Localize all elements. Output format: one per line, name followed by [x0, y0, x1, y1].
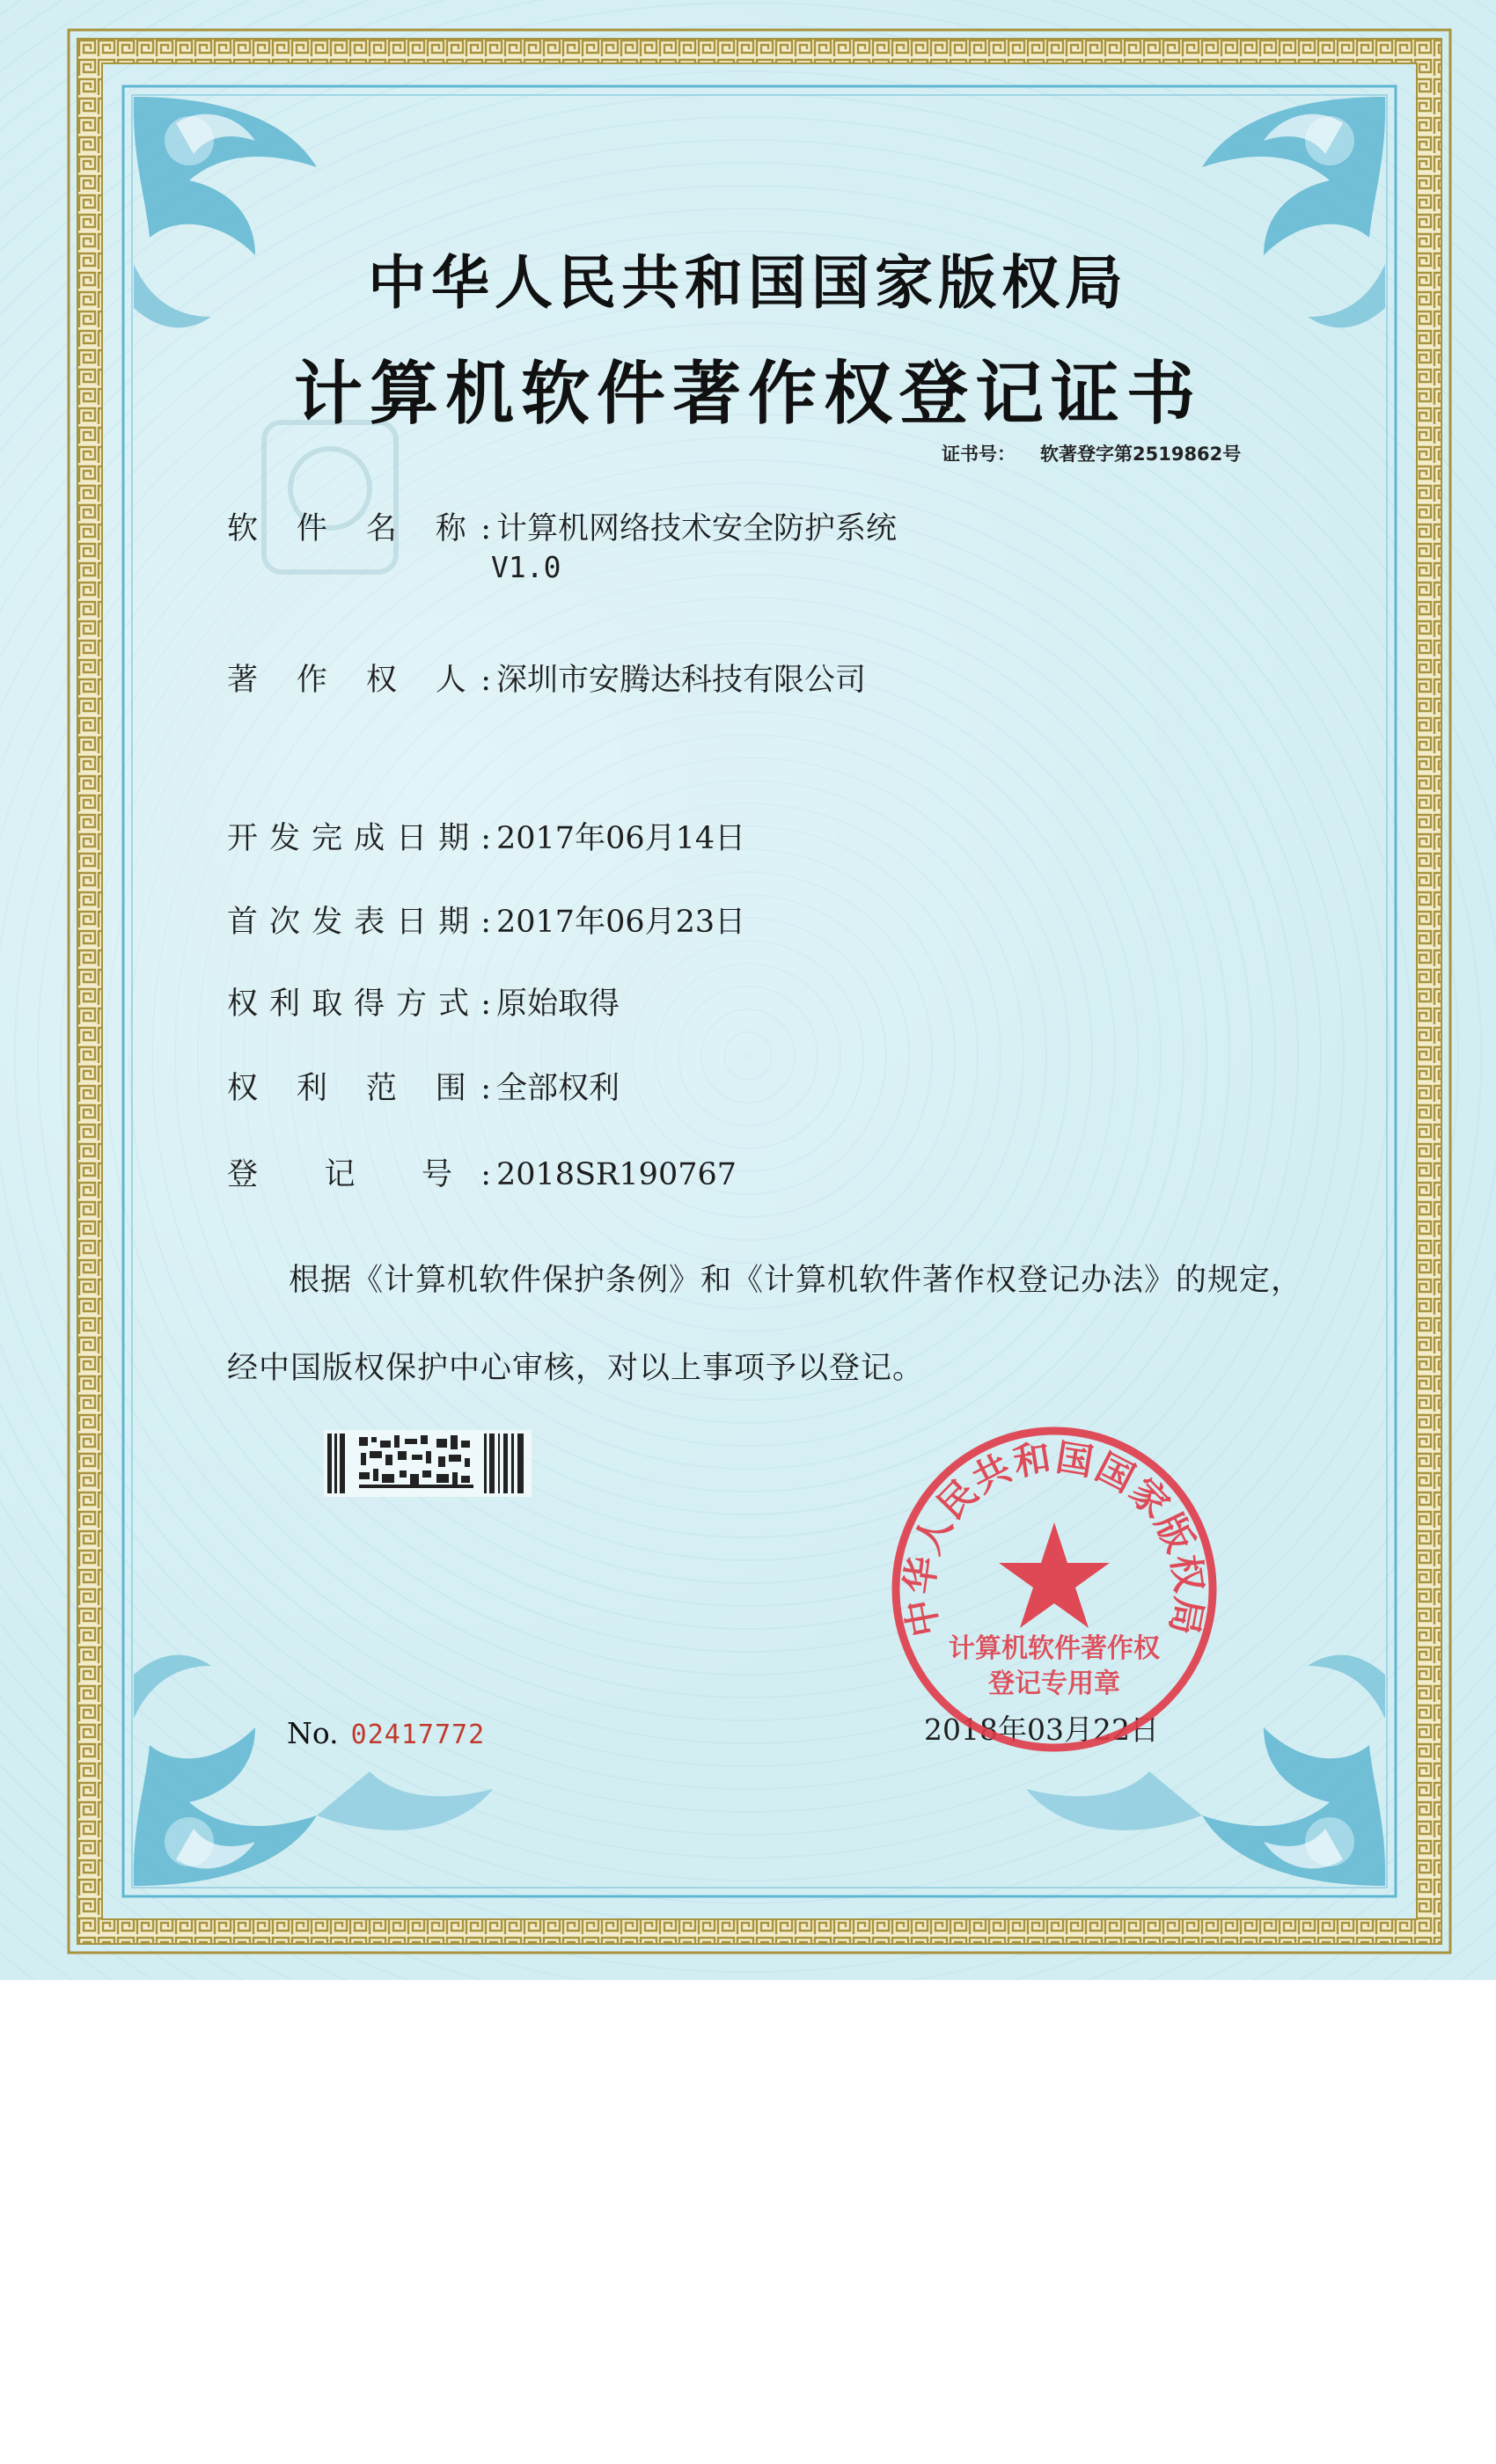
software-name-value: 计算机网络技术安全防护系统 [496, 511, 898, 546]
rights-method-label: 权利取得方式: [227, 986, 491, 1022]
reg-no-row [227, 1150, 737, 1194]
software-name-row [227, 504, 897, 548]
dev-date-value: 2017年06月14日 [496, 821, 746, 856]
pub-date-label: 首次发表日期: [227, 905, 491, 940]
rights-method-value: 原始取得 [496, 986, 620, 1022]
serial-number [287, 1716, 485, 1750]
barcode [324, 1430, 532, 1497]
certificate-number-label: 证书号： [942, 444, 1016, 465]
rights-method-row [227, 979, 620, 1023]
issuing-authority: 中华人民共和国国家版权局 [368, 249, 1128, 317]
serial-prefix: No. [287, 1716, 339, 1750]
dev-date-label: 开发完成日期: [227, 821, 491, 856]
issue-date: 2018年03月22日 [924, 1712, 1159, 1747]
star-icon [999, 1522, 1110, 1628]
certificate-number [942, 440, 1241, 466]
corner-ornament-bottom-left [134, 1655, 493, 1886]
reg-no-value: 2018SR190767 [496, 1157, 737, 1192]
rights-scope-value: 全部权利 [496, 1071, 620, 1106]
owner-value: 深圳市安腾达科技有限公司 [496, 663, 867, 698]
certificate-number-value: 软著登字第2519862号 [1040, 444, 1242, 465]
pub-date-row [227, 898, 745, 942]
rights-scope-label: 权 利 范 围: [227, 1071, 491, 1106]
watermark-emblem [264, 422, 396, 572]
reg-no-label: 登 记 号: [227, 1157, 491, 1192]
seal-ring-text: 中华人民共和国国家版权局 [897, 1435, 1212, 1640]
seal-line-1: 计算机软件著作权 [949, 1633, 1160, 1664]
owner-row [227, 656, 866, 700]
software-name-label: 软 件 名 称: [227, 511, 491, 546]
registration-statement: 根据《计算机软件保护条例》和《计算机软件著作权登记办法》的规定，经中国版权保护中心审核，对以上事项予以登记。 [227, 1263, 1303, 1386]
owner-label: 著 作 权 人: [227, 663, 491, 698]
seal-line-2: 登记专用章 [988, 1668, 1120, 1699]
software-version: V1.0 [491, 550, 561, 584]
rights-scope-row [227, 1064, 620, 1108]
serial-number-value: 02417772 [350, 1720, 486, 1750]
official-seal [891, 1426, 1218, 1753]
pub-date-value: 2017年06月23日 [496, 905, 746, 940]
certificate-title: 计算机软件著作权登记证书 [293, 354, 1202, 434]
dev-date-row [227, 814, 745, 858]
